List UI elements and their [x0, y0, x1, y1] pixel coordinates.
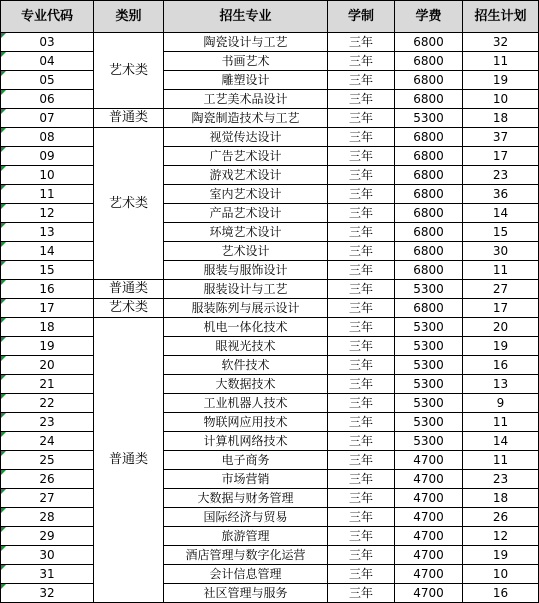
major-name: 陶瓷制造技术与工艺: [164, 109, 328, 128]
enrollment-plan: 16: [463, 584, 539, 603]
major-code: 30: [39, 548, 55, 562]
major-name: 游戏艺术设计: [164, 166, 328, 185]
study-years: 三年: [328, 337, 395, 356]
header-code: 专业代码: [1, 1, 94, 33]
major-code: 20: [39, 358, 55, 372]
tuition-fee: 5300: [395, 337, 463, 356]
table-body: [1, 33, 539, 603]
tuition-fee: 6800: [395, 204, 463, 223]
cell-note-marker-icon: [1, 584, 6, 589]
major-code-cell: [1, 109, 94, 128]
enrollment-plan: 11: [463, 413, 539, 432]
cell-note-marker-icon: [1, 128, 6, 133]
major-code-cell: [1, 337, 94, 356]
cell-note-marker-icon: [1, 356, 6, 361]
major-code: 12: [39, 206, 55, 220]
major-name: 会计信息管理: [164, 565, 328, 584]
tuition-fee: 6800: [395, 147, 463, 166]
study-years: 三年: [328, 527, 395, 546]
table-row: [1, 166, 539, 185]
tuition-fee: 6800: [395, 166, 463, 185]
tuition-fee: 5300: [395, 356, 463, 375]
study-years: 三年: [328, 71, 395, 90]
enrollment-plan: 12: [463, 527, 539, 546]
tuition-fee: 6800: [395, 299, 463, 318]
study-years: 三年: [328, 489, 395, 508]
table-row: [1, 204, 539, 223]
cell-note-marker-icon: [1, 204, 6, 209]
major-code: 32: [39, 586, 55, 600]
study-years: 三年: [328, 223, 395, 242]
tuition-fee: 4700: [395, 451, 463, 470]
cell-note-marker-icon: [1, 280, 6, 285]
study-years: 三年: [328, 261, 395, 280]
header-row: [1, 1, 539, 33]
major-code-cell: [1, 356, 94, 375]
major-code: 17: [39, 301, 55, 315]
major-code: 09: [39, 149, 55, 163]
table-row: [1, 71, 539, 90]
major-code: 10: [39, 168, 55, 182]
major-code-cell: [1, 451, 94, 470]
major-code: 21: [39, 377, 55, 391]
study-years: 三年: [328, 356, 395, 375]
table-row: [1, 584, 539, 603]
table-row: [1, 280, 539, 299]
enrollment-plan: 27: [463, 280, 539, 299]
study-years: 三年: [328, 318, 395, 337]
table-row: [1, 470, 539, 489]
table-row: [1, 147, 539, 166]
study-years: 三年: [328, 394, 395, 413]
major-name: 陶瓷设计与工艺: [164, 33, 328, 52]
major-name: 服装设计与工艺: [164, 280, 328, 299]
enrollment-plan: 10: [463, 565, 539, 584]
major-name: 软件技术: [164, 356, 328, 375]
enrollment-plan: 14: [463, 432, 539, 451]
major-code-cell: [1, 33, 94, 52]
cell-note-marker-icon: [1, 470, 6, 475]
cell-note-marker-icon: [1, 489, 6, 494]
major-code-cell: [1, 584, 94, 603]
major-code: 19: [39, 339, 55, 353]
major-code-cell: [1, 185, 94, 204]
major-name: 室内艺术设计: [164, 185, 328, 204]
cell-note-marker-icon: [1, 185, 6, 190]
cell-note-marker-icon: [1, 261, 6, 266]
major-name: 大数据技术: [164, 375, 328, 394]
enrollment-plan: 19: [463, 337, 539, 356]
major-code-cell: [1, 432, 94, 451]
tuition-fee: 6800: [395, 128, 463, 147]
table-row: [1, 451, 539, 470]
major-name: 市场营销: [164, 470, 328, 489]
category-cell: 艺术类: [94, 299, 164, 318]
table-row: [1, 432, 539, 451]
major-code: 31: [39, 567, 55, 581]
table-row: [1, 318, 539, 337]
study-years: 三年: [328, 166, 395, 185]
header-fee: 学费: [395, 1, 463, 33]
major-code: 15: [39, 263, 55, 277]
tuition-fee: 5300: [395, 375, 463, 394]
study-years: 三年: [328, 204, 395, 223]
tuition-fee: 4700: [395, 565, 463, 584]
table-row: [1, 394, 539, 413]
major-code-cell: [1, 71, 94, 90]
major-code: 04: [39, 54, 55, 68]
study-years: 三年: [328, 470, 395, 489]
enrollment-plan: 16: [463, 356, 539, 375]
enrollment-plan: 36: [463, 185, 539, 204]
cell-note-marker-icon: [1, 52, 6, 57]
tuition-fee: 6800: [395, 71, 463, 90]
table-row: [1, 337, 539, 356]
tuition-fee: 6800: [395, 261, 463, 280]
category-cell: 普通类: [94, 318, 164, 603]
major-code: 28: [39, 510, 55, 524]
enrollment-plan: 10: [463, 90, 539, 109]
study-years: 三年: [328, 147, 395, 166]
tuition-fee: 4700: [395, 470, 463, 489]
enrollment-plan: 19: [463, 546, 539, 565]
tuition-fee: 5300: [395, 394, 463, 413]
major-code-cell: [1, 166, 94, 185]
cell-note-marker-icon: [1, 337, 6, 342]
major-name: 服装与服饰设计: [164, 261, 328, 280]
major-code-cell: [1, 128, 94, 147]
study-years: 三年: [328, 546, 395, 565]
tuition-fee: 5300: [395, 318, 463, 337]
table-row: [1, 52, 539, 71]
major-code: 08: [39, 130, 55, 144]
enrollment-plan: 14: [463, 204, 539, 223]
table-row: [1, 128, 539, 147]
major-name: 艺术设计: [164, 242, 328, 261]
study-years: 三年: [328, 280, 395, 299]
enrollment-plan: 13: [463, 375, 539, 394]
major-code: 11: [39, 187, 55, 201]
major-name: 工业机器人技术: [164, 394, 328, 413]
major-code-cell: [1, 318, 94, 337]
major-code-cell: [1, 90, 94, 109]
study-years: 三年: [328, 109, 395, 128]
major-code: 13: [39, 225, 55, 239]
table-row: [1, 109, 539, 128]
major-name: 旅游管理: [164, 527, 328, 546]
study-years: 三年: [328, 432, 395, 451]
major-code-cell: [1, 375, 94, 394]
study-years: 三年: [328, 33, 395, 52]
study-years: 三年: [328, 128, 395, 147]
major-code: 27: [39, 491, 55, 505]
tuition-fee: 4700: [395, 527, 463, 546]
category-cell: 普通类: [94, 109, 164, 128]
study-years: 三年: [328, 242, 395, 261]
major-code-cell: [1, 413, 94, 432]
major-name: 计算机网络技术: [164, 432, 328, 451]
major-name: 国际经济与贸易: [164, 508, 328, 527]
tuition-fee: 6800: [395, 52, 463, 71]
major-code-cell: [1, 565, 94, 584]
major-code-cell: [1, 489, 94, 508]
category-cell: 艺术类: [94, 128, 164, 280]
major-name: 电子商务: [164, 451, 328, 470]
tuition-fee: 6800: [395, 90, 463, 109]
enrollment-plan: 11: [463, 261, 539, 280]
enrollment-plan: 26: [463, 508, 539, 527]
cell-note-marker-icon: [1, 565, 6, 570]
cell-note-marker-icon: [1, 508, 6, 513]
tuition-fee: 5300: [395, 109, 463, 128]
major-code: 25: [39, 453, 55, 467]
major-code: 03: [39, 35, 55, 49]
study-years: 三年: [328, 508, 395, 527]
study-years: 三年: [328, 90, 395, 109]
major-name: 服装陈列与展示设计: [164, 299, 328, 318]
major-name: 眼视光技术: [164, 337, 328, 356]
study-years: 三年: [328, 565, 395, 584]
tuition-fee: 4700: [395, 489, 463, 508]
cell-note-marker-icon: [1, 223, 6, 228]
major-name: 书画艺术: [164, 52, 328, 71]
cell-note-marker-icon: [1, 318, 6, 323]
enrollment-plan: 17: [463, 299, 539, 318]
cell-note-marker-icon: [1, 109, 6, 114]
major-code: 26: [39, 472, 55, 486]
table-row: [1, 242, 539, 261]
study-years: 三年: [328, 451, 395, 470]
cell-note-marker-icon: [1, 90, 6, 95]
enrollment-plan: 32: [463, 33, 539, 52]
major-name: 社区管理与服务: [164, 584, 328, 603]
major-code: 14: [39, 244, 55, 258]
major-name: 产品艺术设计: [164, 204, 328, 223]
table-row: [1, 33, 539, 52]
enrollment-plan: 11: [463, 52, 539, 71]
cell-note-marker-icon: [1, 546, 6, 551]
table-row: [1, 508, 539, 527]
major-code-cell: [1, 147, 94, 166]
major-code-cell: [1, 546, 94, 565]
cell-note-marker-icon: [1, 33, 6, 38]
major-code: 16: [39, 282, 55, 296]
tuition-fee: 4700: [395, 584, 463, 603]
major-code: 24: [39, 434, 55, 448]
table-row: [1, 356, 539, 375]
enrollment-plan: 9: [463, 394, 539, 413]
table-row: [1, 223, 539, 242]
major-name: 广告艺术设计: [164, 147, 328, 166]
major-code-cell: [1, 223, 94, 242]
table-row: [1, 90, 539, 109]
category-cell: 普通类: [94, 280, 164, 299]
tuition-fee: 5300: [395, 280, 463, 299]
enrollment-plan: 19: [463, 71, 539, 90]
major-code-cell: [1, 280, 94, 299]
table-row: [1, 489, 539, 508]
major-code-cell: [1, 299, 94, 318]
tuition-fee: 6800: [395, 185, 463, 204]
major-name: 雕塑设计: [164, 71, 328, 90]
cell-note-marker-icon: [1, 413, 6, 418]
major-code-cell: [1, 261, 94, 280]
major-name: 视觉传达设计: [164, 128, 328, 147]
major-code-cell: [1, 527, 94, 546]
study-years: 三年: [328, 52, 395, 71]
tuition-fee: 4700: [395, 546, 463, 565]
cell-note-marker-icon: [1, 394, 6, 399]
major-name: 环境艺术设计: [164, 223, 328, 242]
major-code: 06: [39, 92, 55, 106]
major-code-cell: [1, 470, 94, 489]
enrollment-plan: 23: [463, 166, 539, 185]
table-row: [1, 185, 539, 204]
major-code-cell: [1, 394, 94, 413]
cell-note-marker-icon: [1, 166, 6, 171]
cell-note-marker-icon: [1, 299, 6, 304]
table-row: [1, 413, 539, 432]
major-code-cell: [1, 508, 94, 527]
tuition-fee: 5300: [395, 432, 463, 451]
tuition-fee: 5300: [395, 413, 463, 432]
major-name: 机电一体化技术: [164, 318, 328, 337]
cell-note-marker-icon: [1, 432, 6, 437]
major-code: 05: [39, 73, 55, 87]
major-code: 07: [39, 111, 55, 125]
enrollment-plan: 18: [463, 489, 539, 508]
major-name: 物联网应用技术: [164, 413, 328, 432]
study-years: 三年: [328, 413, 395, 432]
major-name: 酒店管理与数字化运营: [164, 546, 328, 565]
major-code-cell: [1, 52, 94, 71]
major-code-cell: [1, 242, 94, 261]
tuition-fee: 6800: [395, 223, 463, 242]
major-code: 23: [39, 415, 55, 429]
study-years: 三年: [328, 299, 395, 318]
header-plan: 招生计划: [463, 1, 539, 33]
header-major: 招生专业: [164, 1, 328, 33]
major-name: 大数据与财务管理: [164, 489, 328, 508]
cell-note-marker-icon: [1, 451, 6, 456]
major-code: 18: [39, 320, 55, 334]
cell-note-marker-icon: [1, 71, 6, 76]
enrollment-plan: 11: [463, 451, 539, 470]
cell-note-marker-icon: [1, 375, 6, 380]
tuition-fee: 6800: [395, 33, 463, 52]
tuition-fee: 6800: [395, 242, 463, 261]
cell-note-marker-icon: [1, 147, 6, 152]
category-cell: 艺术类: [94, 33, 164, 109]
major-code: 22: [39, 396, 55, 410]
enrollment-plan: 15: [463, 223, 539, 242]
study-years: 三年: [328, 185, 395, 204]
enrollment-plan: 17: [463, 147, 539, 166]
cell-note-marker-icon: [1, 242, 6, 247]
study-years: 三年: [328, 584, 395, 603]
enrollment-plan: 37: [463, 128, 539, 147]
tuition-fee: 4700: [395, 508, 463, 527]
table-row: [1, 261, 539, 280]
major-code: 29: [39, 529, 55, 543]
enrollment-plan: 30: [463, 242, 539, 261]
enrollment-plan: 18: [463, 109, 539, 128]
cell-note-marker-icon: [1, 527, 6, 532]
table-row: [1, 527, 539, 546]
header-category: 类别: [94, 1, 164, 33]
enrollment-plan: 20: [463, 318, 539, 337]
table-row: [1, 546, 539, 565]
table-row: [1, 565, 539, 584]
major-code-cell: [1, 204, 94, 223]
enrollment-plan: 23: [463, 470, 539, 489]
major-name: 工艺美术品设计: [164, 90, 328, 109]
table-row: [1, 299, 539, 318]
header-years: 学制: [328, 1, 395, 33]
table-row: [1, 375, 539, 394]
study-years: 三年: [328, 375, 395, 394]
